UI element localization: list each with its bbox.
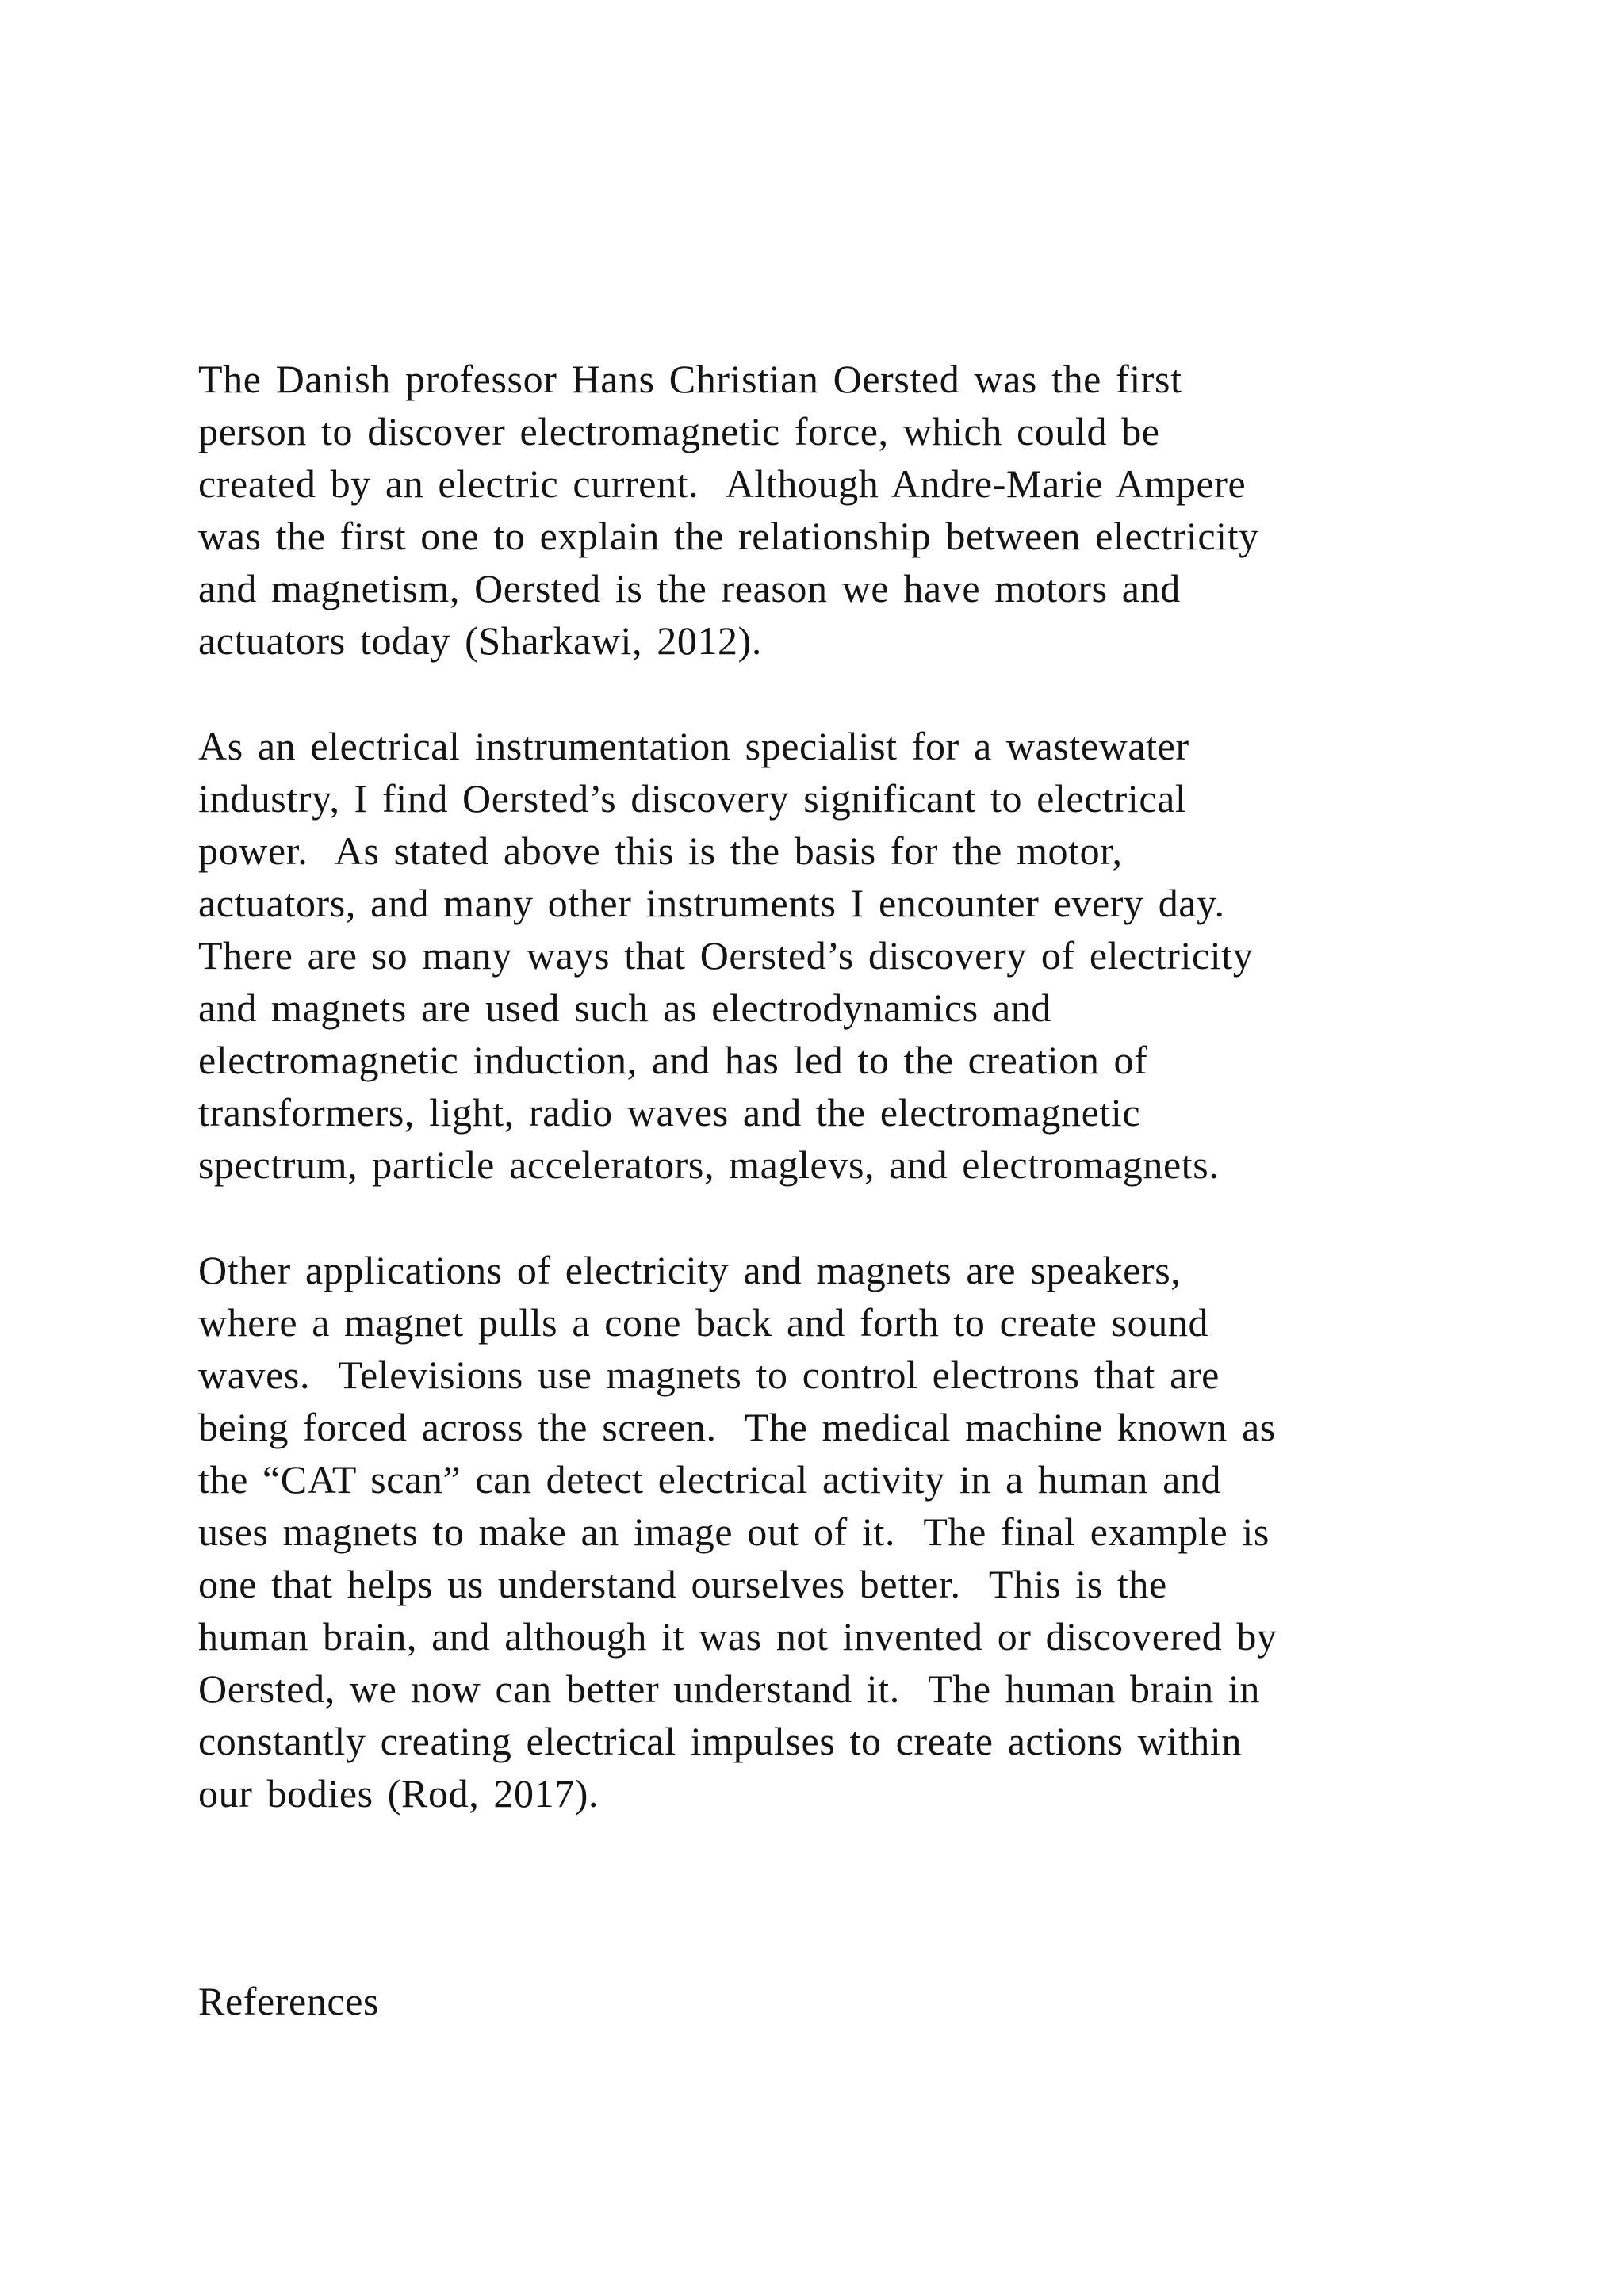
paragraph-1-line-6: actuators today (Sharkawi, 2012). [198,618,762,663]
paragraph-3-line-11: our bodies (Rod, 2017). [198,1771,599,1816]
paragraph-3-line-3: waves. Televisions use magnets to control electrons that are [198,1353,1220,1397]
paragraph-1-line-3: created by an electric current. Although Andre-Marie Ampere [198,461,1247,506]
paragraph-2-line-1: As an electrical instrumentation specialist for a wastewater [198,724,1189,768]
paragraph-3-line-10: constantly creating electrical impulses to create actions within [198,1719,1243,1763]
paragraph-2-line-7: electromagnetic induction, and has led to the creation of [198,1038,1148,1082]
paragraph-3-line-7: one that helps us understand ourselves better. This is the [198,1562,1167,1606]
paragraph-2-line-5: There are so many ways that Oersted’s discovery of electricity [198,933,1254,978]
paragraph-2-line-2: industry, I find Oersted’s discovery significant to electrical [198,776,1187,821]
paragraph-3-line-4: being forced across the screen. The medical machine known as [198,1405,1276,1449]
paragraph-2-line-9: spectrum, particle accelerators, maglevs, and electromagnets. [198,1142,1220,1187]
paragraph-3-line-8: human brain, and although it was not invented or discovered by [198,1614,1277,1659]
paragraph-2-line-6: and magnets are used such as electrodynamics and [198,985,1051,1030]
paragraph-2-line-4: actuators, and many other instruments I encounter every day. [198,881,1225,925]
paragraph-3-line-2: where a magnet pulls a cone back and forth to create sound [198,1300,1209,1345]
paragraph-1-line-1: The Danish professor Hans Christian Oersted was the first [198,357,1182,401]
paragraph-3-line-6: uses magnets to make an image out of it. The final example is [198,1510,1270,1554]
paragraph-2-line-8: transformers, light, radio waves and the electromagnetic [198,1090,1141,1135]
paragraph-3-line-5: the “CAT scan” can detect electrical activity in a human and [198,1457,1222,1502]
paragraph-1-line-2: person to discover electromagnetic force, which could be [198,409,1160,453]
paragraph-3-line-1: Other applications of electricity and magnets are speakers, [198,1248,1182,1292]
paragraph-1-line-5: and magnetism, Oersted is the reason we have motors and [198,566,1181,610]
paragraph-1-line-4: was the first one to explain the relationship between electricity [198,514,1259,558]
paragraph-2-line-3: power. As stated above this is the basis for the motor, [198,828,1123,873]
references-heading: References [198,1979,380,2023]
paragraph-3-line-9: Oersted, we now can better understand it. The human brain in [198,1667,1260,1711]
